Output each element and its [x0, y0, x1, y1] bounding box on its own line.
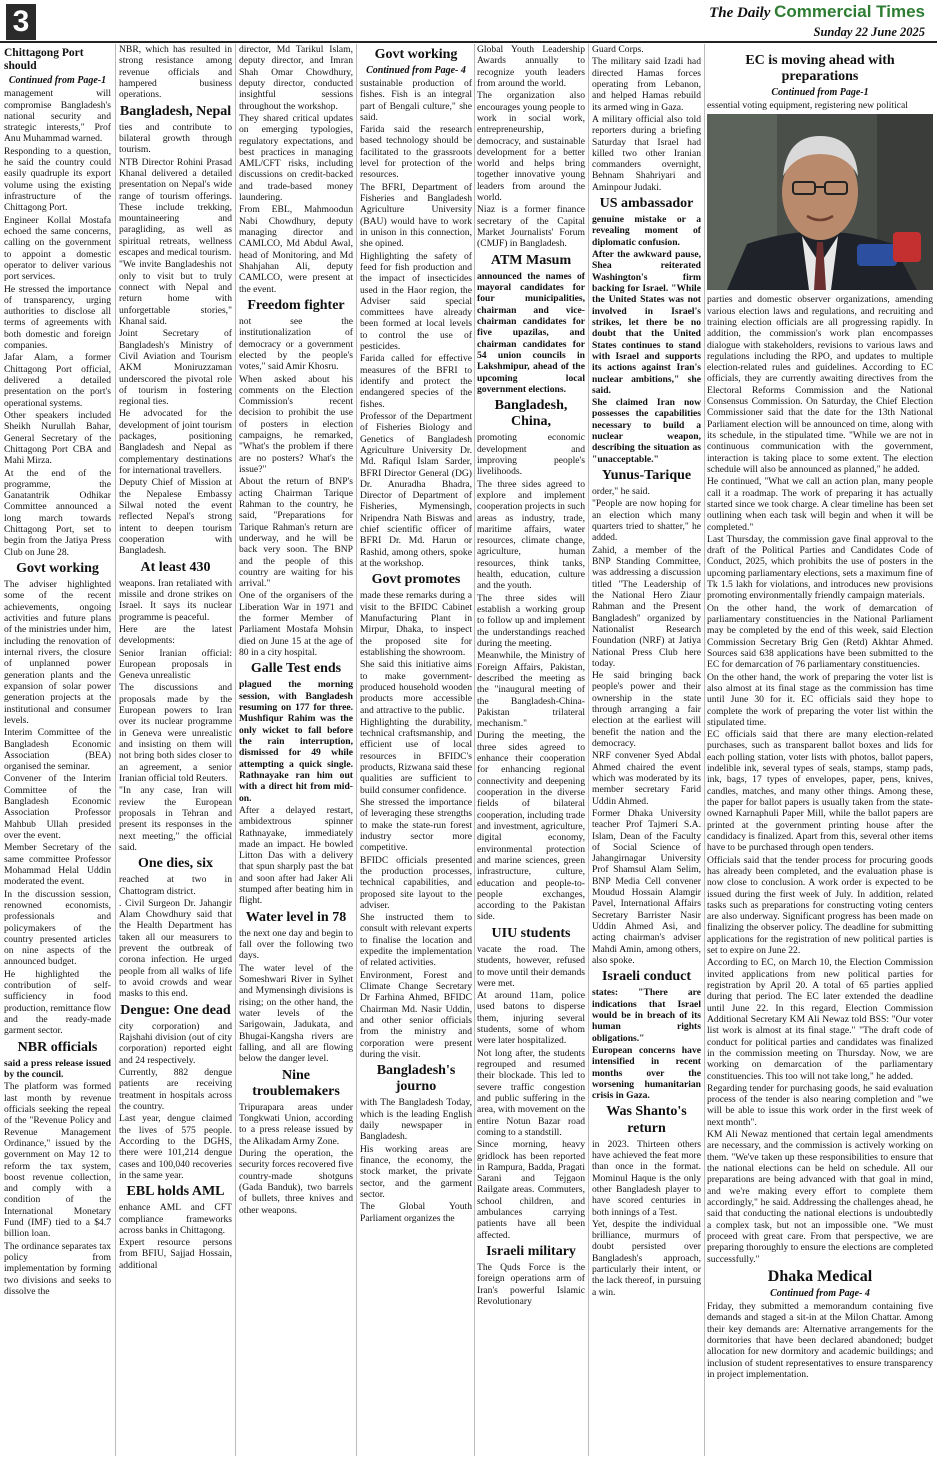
article-paragraph: weapons. Iran retaliated with missile and drone strikes on Israel. It says its nuclear programme is peaceful. [119, 577, 232, 623]
article-paragraph: On the other hand, the work of demarcation of parliamentary constituencies in the National Parliament may be completed by the end of this week, said Election Commission Secretary Brig Gen (Retd) Akhtar Ahmed. Sources said 638 applications have been submitted to the EC for demarcation of 76 parliamentary constituencies. [707, 602, 933, 671]
article-paragraph: She instructed them to consult with relevant experts to finalise the location and expedite the implementation of related activities. [360, 912, 472, 969]
headline: Yunus-Tarique [601, 468, 692, 484]
article-paragraph: The ordinance separates tax policy from implementation by forming two divisions and seeks to dissolve the [4, 1240, 111, 1297]
article-paragraph: The BFRI, Department of Fisheries and Bangladesh Agriculture University (BAU) would have to work in unison in this connection, she opined. [360, 181, 472, 250]
article-paragraph: . Civil Surgeon Dr. Jahangir Alam Chowdhury said that the Health Department has taken all our measurers to prevent the outbreak of corona infection. He urged people from all walks of life to avoid crowds and wear masks to this end. [119, 897, 232, 1000]
paper-name-brand: Commercial Times [774, 2, 925, 21]
column-divider [704, 44, 705, 1456]
article-paragraph: The discussions and proposals made by the European powers to Iran over its nuclear programme in Geneva were unrealistic and insisting on them will not bring both sides closer to an agreement, a senior Iranian official told Reuters. [119, 682, 232, 784]
article-paragraph: Meanwhile, the Ministry of Foreign Affairs, Pakistan, described the meeting as the "inaugural meeting of the Bangladesh-China-Pakistan trilateral mechanism." [477, 650, 585, 730]
article-paragraph: KM Ali Newaz mentioned that certain legal amendments are necessary, and the commission is actively working on them. "We've taken up these responsibilities to ensure that the national elections can be held on schedule. All our preparations are being advanced with that goal in mind, and we're making every effort to complete them accordingly," he said. Addressing the challenges ahead, he said that conducting the national elections is undoubtedly a complex task, but not an impossible one. "We must proceed with great care. From that perspective, we are preparing thoroughly to ensure the elections are completed successfully." [707, 1129, 933, 1265]
headline: Govt working [374, 47, 458, 62]
column-divider [235, 44, 236, 1456]
column-1 [4, 44, 111, 1456]
headline: US ambassador [599, 196, 694, 212]
article-paragraph: Joint Secretary of Bangladesh's Ministry of Civil Aviation and Tourism AKM Moniruzzaman underscored the pivotal role of tourism in fostering regional ties. [119, 328, 232, 408]
continued-note: Continued from Page-1 [8, 75, 107, 87]
headline: ATM Masum [490, 252, 572, 268]
headline: Israeli military [486, 1244, 576, 1259]
article-paragraph: The Quds Force is the foreign operations arm of Iran's powerful Islamic Revolutionary [477, 1262, 585, 1308]
article-paragraph: Senior Iranian official: European proposals in Geneva unrealistic [119, 647, 232, 682]
article-paragraph: NBR, which has resulted in strong resistance among revenue officials and hampered business operations. [119, 44, 232, 101]
article-paragraph: Expert resource persons from BFIU, Sajjad Hossain, additional [119, 1237, 232, 1271]
article-paragraph: "In any case, Iran will review the European proposals in Tehran and present its responses in the next meeting," the official said. [119, 785, 232, 853]
article-paragraph: order," he said. [592, 486, 650, 498]
article-paragraph: Global Youth Leadership Awards annually to recognize youth leaders from around the world. [477, 44, 585, 89]
article-paragraph: NRF convener Syed Abdal Ahmed chaired the event which was moderated by its member secretary Farid Uddin Ahmed. [592, 750, 701, 807]
article-paragraph: They shared critical updates on emerging typologies, regulatory expectations, and best practices in managing AML/CFT risks, including discussions on credit-backed and trade-based money laundering. [239, 112, 353, 204]
article-paragraph: Not long after, the students regrouped and resumed their blockade. This led to severe traffic congestion and public suffering in the area, with movement on the entire Notun Bazar road coming to a standstill. [477, 1047, 585, 1138]
article-paragraph: enhance AML and CFT compliance frameworks across banks in Chittagong. [119, 1202, 232, 1236]
article-paragraph: reached at two in Chattogram district. [119, 874, 232, 897]
headline: Dhaka Medical [767, 1267, 873, 1285]
article-paragraph: Zahid, a member of the BNP Standing Committee, was addressing a discussion titled "The Leadership of the National Hero Ziaur Rahman and the Present Bangladesh" organized by Nationalist Research Foundation (NRF) at Jatiya National Press Club here today. [592, 544, 701, 669]
article-paragraph: not see the institutionalization of democracy or a government elected by the people's votes," said Amir Khosru. [239, 315, 353, 373]
article-paragraph: Highlighting the durability, technical craftsmanship, and efficient use of local resources in BFIDC's products, Rizwana said these qualities are sufficient to build consumer confidence. [360, 716, 472, 796]
article-paragraph: in 2023. Thirteen others have achieved the feat more than once in the format. Mominul Haque is the only other Bangladesh player to have scored centuries in both innings of a Test. [592, 1138, 701, 1218]
headline: Galle Test ends [250, 661, 342, 677]
column-divider [356, 44, 357, 1456]
article-paragraph: She claimed Iran now possesses the capabilities necessary to build a nuclear weapon, describing the situation as "unacceptable." [592, 397, 701, 465]
column-6 [592, 44, 701, 1456]
article-paragraph: Highlighting the safety of feed for fish production and the impact of insecticides used in the Haor region, the Adviser said special committees have already been formed at local levels to control the use of pesticides. [360, 250, 472, 353]
article-paragraph: Former Dhaka University teacher Prof Tajmeri S.A. Islam, Dean of the Faculty of Social Science of Jahangirnagar University Prof Shamsul Alam Selim, BNP Media Cell convener Moudud Hossain Alamgir Pavel, International Affairs Secretary Barrister Nasir Uddin Ahmed Asi, and acting chairman's adviser Mahdi Amin, among others, also spoke. [592, 807, 701, 966]
article-paragraph: His working areas are finance, the economy, the stock market, the private sector, and the garment sector. [360, 1143, 472, 1200]
column-divider [474, 44, 475, 1456]
article-paragraph: He advocated for the development of joint tourism packages, positioning Bangladesh and Nepal as complementary destinations for international travellers. [119, 408, 232, 477]
headline: UIU students [491, 925, 571, 941]
headline: Govt working [16, 561, 99, 577]
article-paragraph: "We invite Bangladeshis not only to visit but to truly connect with Nepal and return home with unforgettable stories," Khanal said. [119, 259, 232, 327]
article-paragraph: The three sides agreed to explore and implement cooperation projects in such areas as industry, trade, maritime affairs, water resources, climate change, agriculture, human resources, think tanks, health, education, culture and the youth. [477, 478, 585, 592]
article-paragraph: parties and domestic observer organizations, amending various election laws and regulations, and recruiting and training election officials are all progressing rapidly. In addition, the commission's work plan encompasses dialogue with stakeholders, revisions to various laws and regulations including the RPO, and updates to multiple election-related rules and guidelines. According to EC officials, they are currently awaiting directives from the Electoral Reforms Commission and the National Consensus Commission. On Saturday, the Chief Election Commissioner said that the date for the 13th National Parliament election will be announced on time, along with its schedule, in the stipulated time. "While we are not in continuous communication with the government, interaction is taking place to some extent. The election schedule will also be announced as planned," he added. [707, 294, 933, 475]
article-paragraph: with The Bangladesh Today, which is the leading English daily newspaper in Bangladesh. [360, 1097, 472, 1143]
masthead [709, 2, 925, 40]
article-paragraph: On the other hand, the work of preparing the voter list is also almost at its final stage as the commission has time until June 30 for it. EC officials said they hope to complete the work of preparing the voter list within the stipulated time. [707, 671, 933, 728]
article-paragraph: genuine mistake or a revealing moment of diplomatic confusion. [592, 214, 701, 248]
article-paragraph: In the discussion session, renowned economists, professionals and policymakers of the country presented articles on nine aspects of the announced budget. [4, 888, 111, 968]
paper-name-prefix: The Daily [709, 5, 771, 21]
article-paragraph: During the meeting, the three sides agreed to enhance their cooperation for enhancing regional connectivity and deepening cooperation in the diverse fields of bilateral cooperation, including trade and investment, agriculture, digital economy, environmental protection and marine sciences, green infrastructure, culture, education and people-to-people exchanges, according to the Pakistan side. [477, 730, 585, 923]
article-paragraph: He highlighted the contribution of self-sufficiency in food production, remittance flow and the ready-made garment sector. [4, 968, 111, 1037]
article-paragraph: Interim Committee of the Bangladesh Economic Association (BEA) organised the seminar. [4, 727, 111, 773]
article-paragraph: He stressed the importance of transparency, urging authorities to disclose all terms of agreements with both domestic and foreign companies. [4, 283, 111, 352]
article-paragraph: Last year, dengue claimed the lives of 575 people. According to the DGHS, there were 101,214 dengue cases and 100,040 recoveries in the same year. [119, 1113, 232, 1181]
article-paragraph: Currently, 882 dengue patients are receiving treatment in hospitals across the country. [119, 1067, 232, 1112]
headline: Chittagong Port should [4, 47, 84, 73]
article-paragraph: Yet, despite the individual brilliance, murmurs of doubt persisted over Bangladesh's approach, particularly their intent, or the lack thereof, in pursuing a win. [592, 1218, 701, 1298]
article-paragraph: Tripurapara areas under Tongkwati Union, according to a press release issued by the Alikadam Army Zone. [239, 1101, 353, 1147]
article-paragraph: At the end of the programme, the Ganatantrik Odhikar Committee announced a long march towards Chittagong Port, set to begin from the Jatiya Press Club on June 28. [4, 467, 111, 558]
page-number: 3 [6, 4, 36, 40]
headline: Freedom fighter [247, 297, 345, 313]
column-5 [477, 44, 585, 1456]
paper-name [709, 2, 925, 22]
article-paragraph: When asked about his comments on the Election Commission's recent decision to prohibit the use of posters in election campaigns, he remarked, "What's the problem if there are no posters? What's the issue?" [239, 373, 353, 476]
article-paragraph: The military said Izadi had directed Hamas forces operating from Lebanon, and helped Hamas rebuild its armed wing in Gaza. [592, 56, 701, 113]
article-paragraph: "People are now hoping for an election which many quarters tried to shatter," he added. [592, 498, 701, 544]
article-paragraph: Last Thursday, the commission gave final approval to the draft of the Political Parties and Candidates Code of Conduct, 2025, which prohibits the use of posters in the upcoming parliamentary elections, sets a maximum fine of Tk 1.5 lakh for violations, and introduces new provisions promoting environmentally friendly campaign materials. [707, 533, 933, 602]
issue-date: Sunday 22 June 2025 [813, 25, 925, 39]
article-paragraph: After the awkward pause, Shea reiterated Washington's firm backing for Israel. "While the United States was not involved in Israel's strikes, let there be no doubt that the United States continues to stand with Israel and supports its actions against Iran's nuclear ambitions," she said. [592, 249, 701, 396]
headline: Bangladesh, Nepal [119, 103, 232, 119]
article-paragraph: Deputy Chief of Mission at the Nepalese Embassy Silwal noted the event reflected Nepal's strong intent to deepen tourism cooperation with Bangladesh. [119, 477, 232, 557]
headline: Water level in 78 [245, 909, 347, 925]
continued-note: Continued from Page- 4 [770, 1288, 870, 1300]
article-paragraph: Member Secretary of the same committee Professor Mohammad Helal Uddin moderated the event. [4, 842, 111, 888]
microphone-2 [893, 232, 921, 262]
headline: At least 430 [140, 559, 211, 575]
article-paragraph: Other speakers included Sheikh Nurullah Bahar, General Secretary of the Chittagong Port CBA and Mahi Mirza. [4, 409, 111, 467]
article-paragraph: Regarding tender for purchasing goods, he said evaluation process of the tender is also nearing completion and "we will be able to issue this work order in the first week of next month". [707, 1082, 933, 1128]
headline: Bangladesh's journo [376, 1063, 456, 1095]
article-paragraph: Convener of the Interim Committee of the Bangladesh Economic Association Professor Mahbub Ullah presided over the event. [4, 773, 111, 842]
article-paragraph: sustainable production of fishes. Fish is an integral part of Bengali culture," she said. [360, 77, 472, 123]
article-paragraph: vacate the road. The students, however, refused to move until their demands were met. [477, 943, 585, 989]
column-4 [360, 44, 472, 1456]
headline: Nine troublemakers [252, 1067, 340, 1099]
continued-note: Continued from Page-1 [771, 87, 869, 99]
article-paragraph: From EBL, Mahmoodun Nabi Chowdhury, deputy managing director and CAMLCO, Md Abdul Awal, head of Monitoring, and Md Shahjahan Ali, deputy CAMLCO, were present at the event. [239, 204, 353, 295]
article-paragraph: ties and contribute to bilateral growth through tourism. [119, 121, 232, 156]
article-paragraph: plagued the morning session, with Bangladesh resuming on 177 for three. Mushfiqur Rahim was the only wicket to fall before the rain interruption, dismissed for 49 while attempting a quick single. Rathnayake ran him out with a direct hit from mid-on. [239, 679, 353, 804]
header-rule [0, 41, 937, 43]
article-paragraph: Officials said that the tender process for procuring goods has already been completed, and the evaluation phase is now close to conclusion. A work order is expected to be issued during the first week of July. In addition, related tasks such as preparations for constructing voting centers are also underway. Significant progress has been made on finalizing the observer policy. The deadline for submitting applications for the registration of new political parties is set to expire on June 22. [707, 854, 933, 957]
article-paragraph: He continued, "What we call an action plan, many people call it a roadmap. The work of preparing it has actually started since we took charge. A clear timeline has been set outlining when each task will begin and when it will be completed." [707, 476, 933, 533]
article-paragraph: Environment, Forest and Climate Change Secretary Dr Farhina Ahmed, BFIDC Chairman Md. Nasir Uddin, and other senior officials from the ministry and corporation were present during the visit. [360, 969, 472, 1060]
column-divider [115, 44, 116, 1456]
headline: NBR officials [17, 1039, 98, 1055]
headline: Bangladesh, China, [494, 398, 568, 430]
article-paragraph: essential voting equipment, registering new political [707, 99, 908, 111]
headline: EC is moving ahead with preparations [745, 53, 895, 85]
headline: Govt promotes [371, 572, 461, 588]
article-paragraph: According to EC, on March 10, the Election Commission invited applications from new political parties for registration by April 20. A total of 65 parties applied during that period. The EC later extended the deadline until June 22. In this regard, Election Commission Additional Secretary KM Ali Newaz told BSS: "Our voter list work is almost at its final stage." "The draft code of conduct for political parties and candidates was finalized in the commission meeting on Thursday. Now, we are working on demarcation of the parliamentary constituencies. This too will not take long," he added. [707, 957, 933, 1082]
column-3 [239, 44, 353, 1456]
column-divider [588, 44, 589, 1456]
article-paragraph: Engineer Kollal Mostafa echoed the same concerns, calling on the government to appoint a domestic operator to deliver various port services. [4, 214, 111, 283]
headline: One dies, six [137, 856, 214, 872]
article-paragraph: The organization also encourages young people to work in social work, entrepreneurship, democracy, and sustainable development for a better world and helps bring together innovative young leaders from around the world. [477, 90, 585, 204]
column-7 [707, 50, 933, 1461]
article-paragraph: NTB Director Rohini Prasad Khanal delivered a detailed presentation on Nepal's wide range of tourism offerings. These include trekking, mountaineering and paragliding, as well as spiritual retreats, wellness escapes and medical tourism. [119, 156, 232, 259]
article-paragraph: Farida called for effective measures of the BFRI to identify and protect the endangered species of the fishes. [360, 353, 472, 410]
article-paragraph: He said bringing back people's power and their ownership in the state through arranging a fair election at the earliest will benefit the nation and the democracy. [592, 670, 701, 749]
article-paragraph: She stressed the importance of leveraging these strengths to make the state-run forest industry sector more competitive. [360, 797, 472, 854]
article-paragraph: After a delayed restart, ambidextrous spinner Rathnayake, immediately made an impact. He bowled Litton Das with a delivery that spun sharply past the bat and soon after had Jaker Ali stumped after beating him in flight. [239, 804, 353, 907]
article-paragraph: made these remarks during a visit to the BFIDC Cabinet Manufacturing Plant in Mirpur, Dhaka, to inspect the proposed site for establishing the showroom. [360, 590, 472, 658]
article-paragraph: She said this initiative aims to make government-produced household wooden products more accessible and attractive to the public. [360, 659, 472, 716]
article-paragraph: BFIDC officials presented the production processes, technical capabilities, and proposed site layout to the adviser. [360, 854, 472, 911]
article-paragraph: city corporation) and Rajshahi division (out of city corporation) reported eight and 24 respectively. [119, 1020, 232, 1066]
column-2 [119, 44, 232, 1456]
article-paragraph: One of the organisers of the Liberation War in 1971 and the former Member of Parliament Mostafa Mohsin died on June 15 at the age of 80 in a city hospital. [239, 590, 353, 659]
article-paragraph: The three sides will establish a working group to follow up and implement the understandings reached during the meeting. [477, 592, 585, 649]
article-paragraph: Since morning, heavy gridlock has been reported in Rampura, Badda, Pragati Sarani and Tejgaon Railgate areas. Commuters, school children, and ambulances carrying patients have all been affected. [477, 1139, 585, 1241]
microphone [857, 244, 897, 266]
official-photo [707, 114, 933, 290]
article-paragraph: Niaz is a former finance secretary of the Capital Market Journalists' Forum (CMJF) in Bangladesh. [477, 204, 585, 250]
article-paragraph: management will compromise Bangladesh's national security and strategic interests," Prof Anu Muhammad warned. [4, 88, 111, 145]
article-paragraph: Guard Corps. [592, 44, 644, 55]
headline: Was Shanto's return [606, 1104, 687, 1136]
headline: Israeli conduct [601, 969, 692, 985]
article-paragraph: announced the names of mayoral candidates for four municipalities, chairman and vice-chairman candidates for five upazilas, and chairman candidates for 54 union councils in Lakshmipur, ahead of the upcoming local government elections. [477, 270, 585, 395]
article-paragraph: states: "There are indications that Israel would be in breach of its human rights obligations." [592, 987, 701, 1044]
article-paragraph: Professor of the Department of Fisheries Biology and Genetics of Bangladesh Agriculture University Dr. Md. Rafiqul Islam Sarder, BFRI Director General (DG) Dr. Anuradha Bhadra, Director of Department of Fisheries, Mymensingh, Nripendra Nath Biswas and chief scientific officer of BFRI Dr. Md. Harun or Rashid, among others, spoke at the workshop. [360, 410, 472, 570]
article-paragraph: Jafar Alam, a former Chittagong Port official, delivered a detailed presentation on the port's operational systems. [4, 352, 111, 409]
article-paragraph: director, Md Tarikul Islam, deputy director, and Imran Shah Omar Chowdhury, deputy director, conducted insightful sessions throughout the workshop. [239, 44, 353, 112]
article-paragraph: The Global Youth Parliament organizes the [360, 1201, 472, 1224]
article-paragraph: Farida said the research based technology should be facilitated to the grassroots level for protection of the resources. [360, 124, 472, 181]
article-paragraph: Friday, they submitted a memorandum containing five demands and staged a sit-in at the Milon Chattar. Among their key demands are: Alternative arrangements for the dormitories that have been declared abandoned; budget allocation for new dormitory and academic buildings; and inclusion of student representatives to ensure transparency in project implementation. [707, 1301, 933, 1380]
article-paragraph: European concerns have intensified in recent months over the worsening humanitarian crisis in Gaza. [592, 1044, 701, 1102]
headline: Dengue: One dead [120, 1002, 231, 1018]
article-paragraph: The water level of the Someshwari River in Sylhet and Mymensingh divisions is rising; on the other hand, the water levels of the Sarigowain, Jadukata, and Bhugai-Kangsha rivers are falling, and all are flowing below the danger level. [239, 962, 353, 1065]
article-paragraph: EC officials said that there are many election-related purchases, such as transparent ballot boxes and lids for each polling station, voter lists with photos, ballot papers, indelible ink, several types of seals, stamps, stamp pads, ink, bags, 17 types of envelopes, paper, pens, knives, candles, matches, and many other things. Among these, the paper for ballot papers is usually taken from the state-owned Karnaphuli Paper Mill, while the ballot papers are printed at the government printing house after the candidacy is finalized. Apart from this, several other items have to be purchased through open tenders. [707, 729, 933, 854]
article-paragraph: A military official also told reporters during a briefing Saturday that Israel had killed two other Iranian commanders overnight, Behnam Shahriyari and Aminpour Judaki. [592, 113, 701, 193]
continued-note: Continued from Page- 4 [366, 65, 466, 77]
article-paragraph: During the operation, the security forces recovered five country-made shotguns (Gada Banduk), two barrels of bullets, three knives and other weapons. [239, 1147, 353, 1216]
article-paragraph: Here are the latest developments: [119, 623, 232, 647]
article-paragraph: promoting economic development and improving people's livelihoods. [477, 432, 585, 478]
article-paragraph: The platform was formed last month by revenue officials seeking the repeal of the "Revenue Policy and Revenue Management Ordinance," issued by the government on May 12 to reform the tax system, boost revenue collection, and comply with a condition of the International Monetary Fund (IMF) tied to a $4.7 billion loan. [4, 1081, 111, 1240]
article-paragraph: At around 11am, police used batons to disperse them, injuring several students, some of whom were later hospitalized. [477, 990, 585, 1047]
article-paragraph: The adviser highlighted some of the recent achievements, ongoing activities and future plans of the ministries under him, including the renovation of internal rivers, the closure of unplanned power generation plants and the expansion of solar power generation projects at the institutional and consumer levels. [4, 579, 111, 726]
article-paragraph: the next one day and begin to fall over the following two days. [239, 927, 353, 962]
article-paragraph: Responding to a question, he said the country could easily quadruple its export volume using the existing infrastructure of the Chittagong Port. [4, 145, 111, 214]
headline: EBL holds AML [126, 1184, 225, 1200]
article-paragraph: About the return of BNP's acting Chairman Tarique Rahman to the country, he said, "Preparations for Tarique Rahman's return are underway, and he will be back very soon. The BNP and the people of this country are waiting for his arrival." [239, 476, 353, 590]
article-paragraph: said a press release issued by the council. [4, 1057, 111, 1081]
